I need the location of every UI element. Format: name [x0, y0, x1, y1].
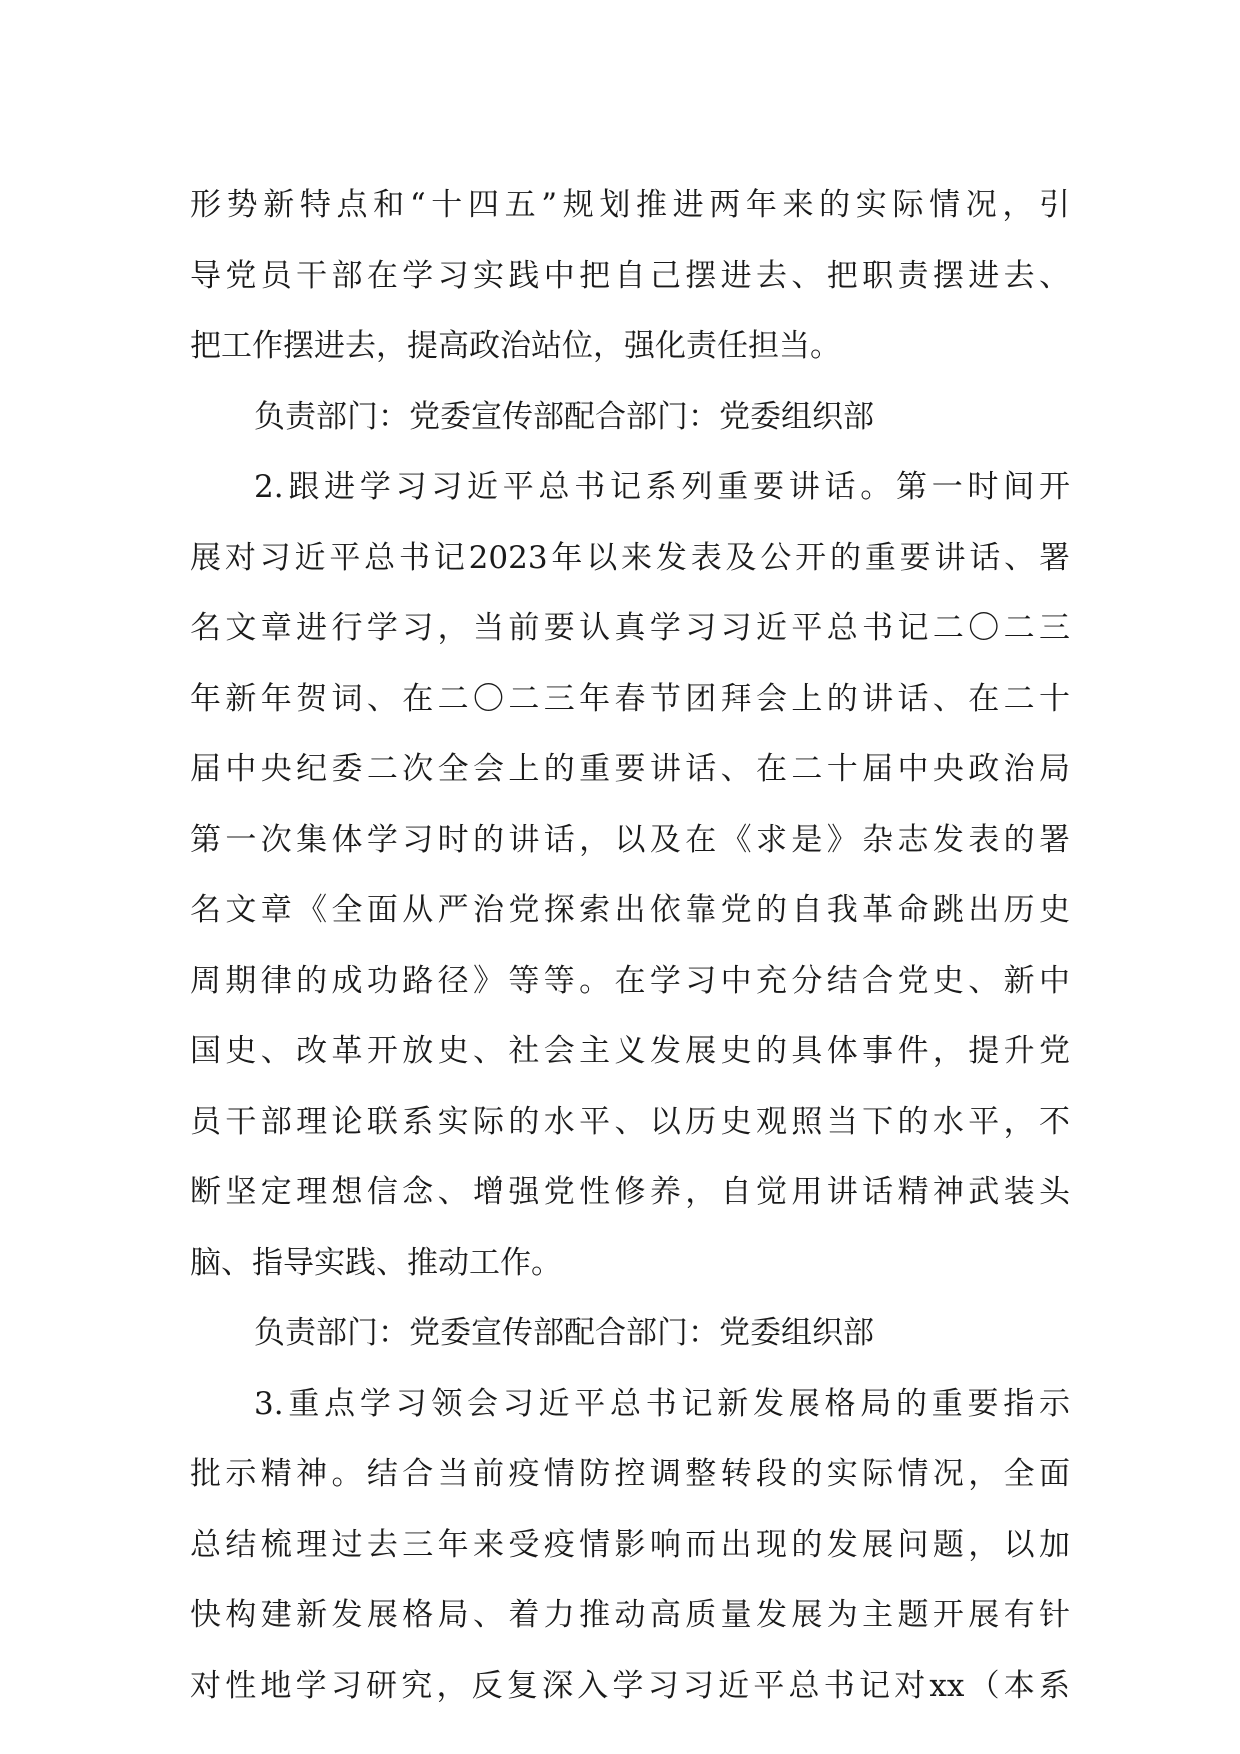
document-body: [190, 170, 1070, 1721]
paragraph-line: 3.重点学习领会习近平总书记新发展格局的重要指示: [254, 1385, 1070, 1422]
paragraph-line: 员干部理论联系实际的水平、以历史观照当下的水平，不: [190, 1103, 1070, 1140]
paragraph-line: 导党员干部在学习实践中把自己摆进去、把职责摆进去、: [190, 257, 1070, 294]
paragraph-line: 形势新特点和“十四五”规划推进两年来的实际情况，引: [190, 187, 1070, 223]
responsible-department-line: 负责部门：党委宣传部配合部门：党委组织部: [254, 398, 874, 435]
paragraph-line: 对性地学习研究，反复深入学习习近平总书记对xx（本系: [190, 1667, 1070, 1704]
paragraph-line: 断坚定理想信念、增强党性修养，自觉用讲话精神武装头: [190, 1174, 1070, 1210]
paragraph-line: 总结梳理过去三年来受疫情影响而出现的发展问题，以加: [190, 1526, 1070, 1563]
paragraph-line: 年新年贺词、在二〇二三年春节团拜会上的讲话、在二十: [190, 680, 1070, 717]
paragraph-line: 国史、改革开放史、社会主义发展史的具体事件，提升党: [190, 1033, 1070, 1069]
paragraph-line: 展对习近平总书记2023年以来发表及公开的重要讲话、署: [190, 539, 1070, 576]
paragraph-line: 批示精神。结合当前疫情防控调整转段的实际情况，全面: [190, 1456, 1070, 1492]
paragraph-line: 快构建新发展格局、着力推动高质量发展为主题开展有针: [190, 1597, 1070, 1633]
responsible-department-line: 负责部门：党委宣传部配合部门：党委组织部: [254, 1315, 874, 1351]
paragraph-line: 名文章进行学习，当前要认真学习习近平总书记二〇二三: [190, 610, 1070, 646]
paragraph-line: 把工作摆进去，提高政治站位，强化责任担当。: [190, 328, 841, 364]
paragraph-line: 脑、指导实践、推动工作。: [190, 1244, 562, 1281]
paragraph-line: 2.跟进学习习近平总书记系列重要讲话。第一时间开: [254, 469, 1070, 505]
paragraph-line: 第一次集体学习时的讲话，以及在《求是》杂志发表的署: [190, 821, 1070, 858]
paragraph-line: 名文章《全面从严治党探索出依靠党的自我革命跳出历史: [190, 892, 1070, 928]
paragraph-line: 周期律的成功路径》等等。在学习中充分结合党史、新中: [190, 962, 1070, 999]
paragraph-line: 届中央纪委二次全会上的重要讲话、在二十届中央政治局: [190, 751, 1070, 787]
